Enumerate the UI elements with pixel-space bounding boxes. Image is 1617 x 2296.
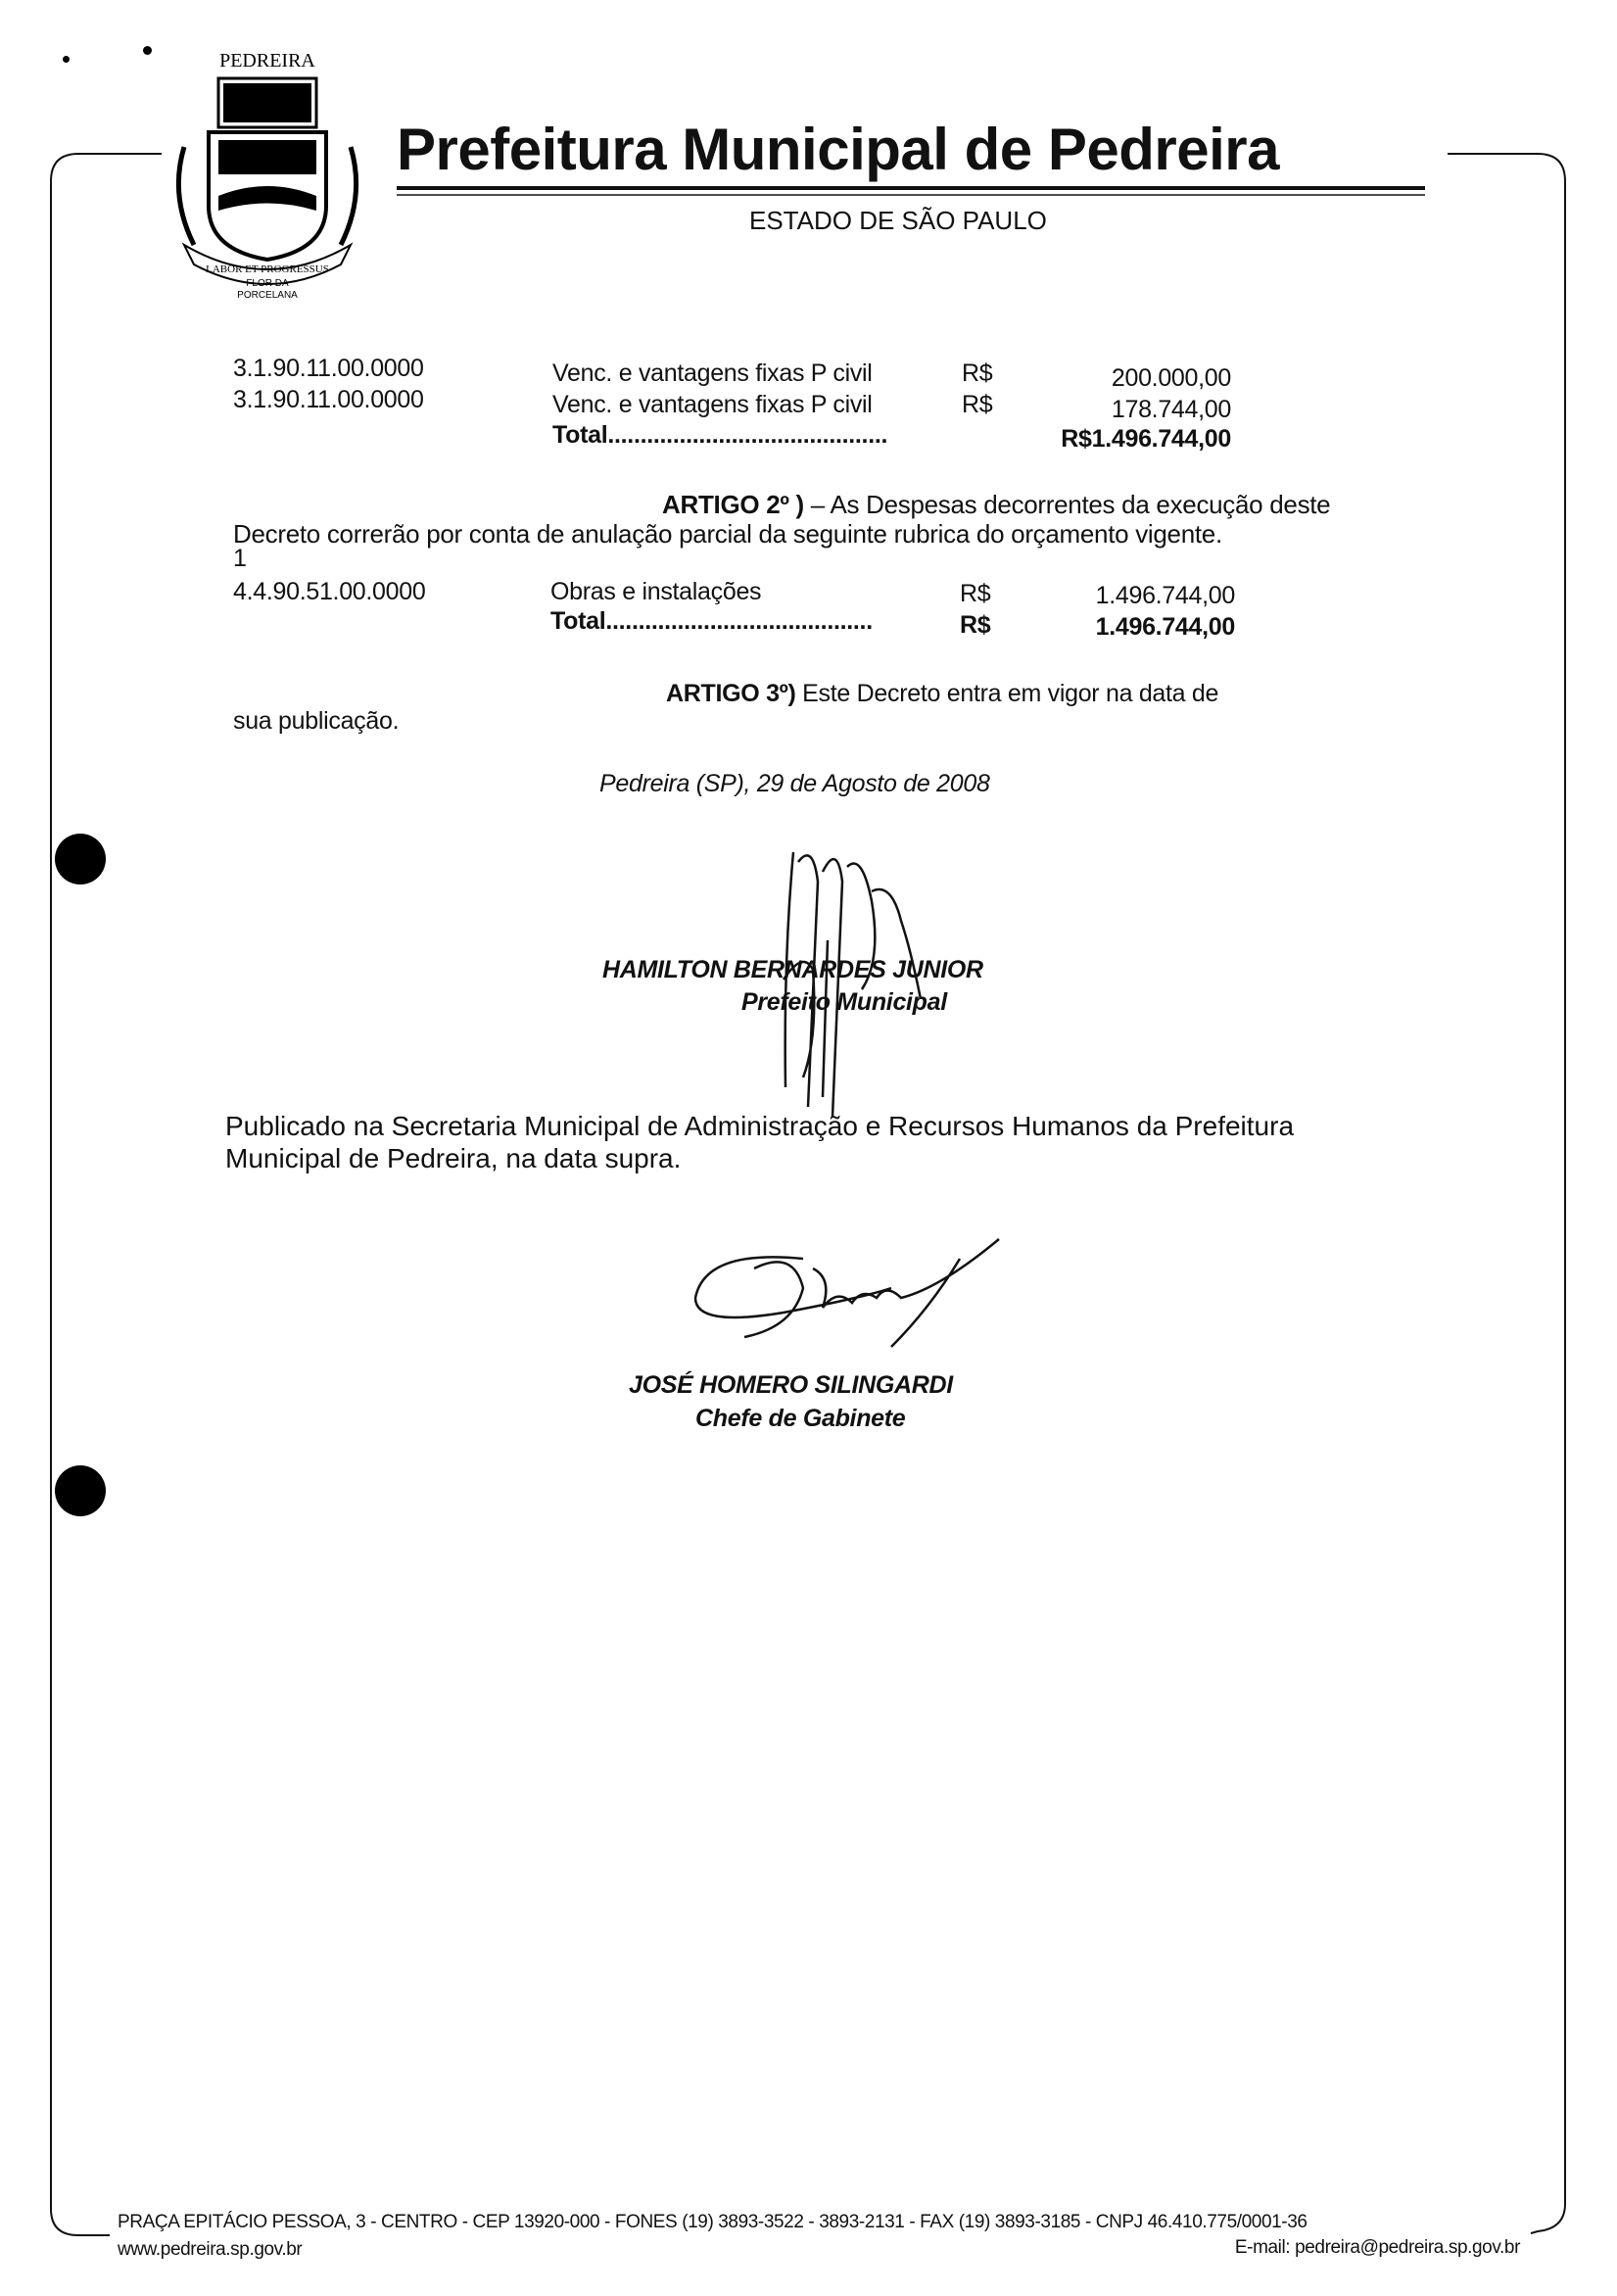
total-label: Total...........................................	[552, 421, 888, 449]
svg-text:PEDREIRA: PEDREIRA	[219, 50, 315, 72]
total-value: R$1.496.744,00	[1061, 425, 1231, 453]
currency: R$	[962, 359, 993, 387]
mayor-signature	[725, 842, 950, 1126]
chief-role: Chefe de Gabinete	[695, 1405, 906, 1432]
total-value: 1.496.744,00	[1095, 613, 1235, 641]
mayor-name: HAMILTON BERNARDES JUNIOR	[602, 956, 983, 983]
account-description: Venc. e vantagens fixas P civil	[552, 359, 873, 387]
publication-line1: Publicado na Secretaria Municipal de Administração e Recursos Humanos da Prefeitura	[225, 1111, 1295, 1141]
amount: 1.496.744,00	[1095, 582, 1235, 609]
artigo-3-text: Este Decreto entra em vigor na data de	[795, 680, 1219, 707]
punch-hole	[55, 1465, 106, 1516]
currency: R$	[962, 391, 993, 418]
artigo-2-line1	[662, 490, 1330, 520]
stray-number: 1	[233, 545, 247, 572]
artigo-3-line1	[666, 680, 1218, 708]
account-code: 4.4.90.51.00.0000	[233, 578, 426, 605]
account-description: Venc. e vantagens fixas P civil	[552, 391, 873, 418]
artigo-2-line2: Decreto correrão por conta de anulação parcial da seguinte rubrica do orçamento vigente.	[233, 519, 1222, 549]
footer-website[interactable]: www.pedreira.sp.gov.br	[118, 2239, 303, 2260]
footer-email[interactable]: E-mail: pedreira@pedreira.sp.gov.br	[1234, 2237, 1520, 2258]
footer-address: PRAÇA EPITÁCIO PESSOA, 3 - CENTRO - CEP 13920-000 - FONES (19) 3893-3522 - 3893-2131 - FAX (19) 3893-3185 - CNPJ 46.410.775/0001-36	[118, 2212, 1308, 2232]
mayor-role: Prefeito Municipal	[741, 988, 947, 1016]
punch-hole	[55, 834, 106, 885]
svg-text:PORCELANA: PORCELANA	[237, 290, 298, 299]
account-description: Obras e instalações	[550, 578, 762, 605]
chief-signature	[686, 1229, 1009, 1357]
svg-text:LABOR ET PROGRESSUS: LABOR ET PROGRESSUS	[206, 263, 329, 275]
artigo-2-text: – As Despesas decorrentes da execução deste	[803, 490, 1331, 519]
currency: R$	[960, 580, 991, 607]
account-code: 3.1.90.11.00.0000	[233, 386, 424, 413]
chief-name: JOSÉ HOMERO SILINGARDI	[629, 1371, 953, 1399]
svg-text:FLOR DA: FLOR DA	[246, 278, 289, 289]
coat-of-arms-logo	[165, 39, 370, 299]
artigo-2-label: ARTIGO 2º )	[662, 490, 804, 519]
total-currency: R$	[960, 611, 991, 639]
date-line: Pedreira (SP), 29 de Agosto de 2008	[599, 770, 990, 797]
page-subtitle: ESTADO DE SÃO PAULO	[749, 206, 1047, 235]
page-title: Prefeitura Municipal de Pedreira	[397, 117, 1279, 182]
amount: 178.744,00	[1111, 396, 1231, 423]
artigo-3-label: ARTIGO 3º)	[666, 680, 796, 707]
artigo-3-line2: sua publicação.	[233, 707, 400, 735]
speck	[143, 46, 152, 55]
speck	[63, 56, 70, 63]
publication-line2: Municipal de Pedreira, na data supra.	[225, 1143, 682, 1173]
amount: 200.000,00	[1111, 364, 1231, 392]
total-label: Total.........................................	[550, 607, 873, 635]
account-code: 3.1.90.11.00.0000	[233, 355, 424, 382]
